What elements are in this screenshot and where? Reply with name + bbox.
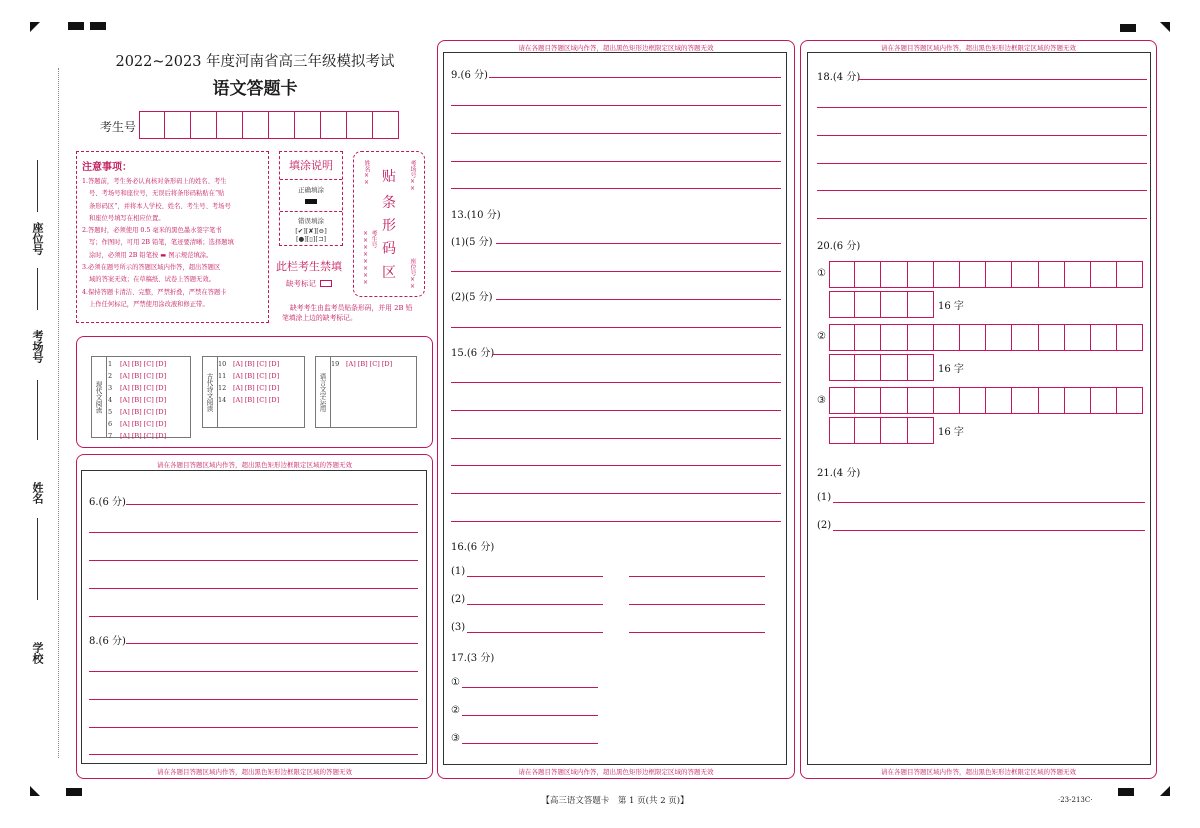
answer-line[interactable]: [89, 588, 418, 589]
answer-line[interactable]: [817, 135, 1147, 136]
question-16: 16.(6 分): [451, 542, 495, 553]
barcode-seat-label: 座位号××: [409, 258, 416, 290]
answer-line[interactable]: [451, 133, 781, 134]
wrong-fill-row: [●][▯][⊐]: [296, 235, 326, 243]
barcode-char: 贴: [382, 169, 396, 185]
notice-line: 和座位号填写在相应位置。: [89, 214, 165, 222]
answer-line[interactable]: [629, 576, 765, 577]
barcode-student-label: 考生号××××××××: [362, 230, 377, 286]
mc-question[interactable]: [218, 394, 279, 406]
absent-mark[interactable]: [286, 278, 332, 289]
answer-line[interactable]: [833, 530, 1145, 531]
wrong-fill-label: 错误填涂: [298, 217, 324, 225]
mc-options[interactable]: [A] [B] [C] [D]: [120, 420, 167, 428]
notice-line: 号、考场号和座位号，无误后将条形码粘贴在“贴: [89, 190, 225, 198]
question-17-1: ①: [451, 677, 460, 688]
answer-line[interactable]: [817, 218, 1147, 219]
notice-line: 4.保持答题卡清洁、完整，严禁折叠，严禁在答题卡: [82, 288, 227, 296]
question-17: 17.(3 分): [451, 653, 495, 664]
mc-number: 3: [108, 384, 113, 392]
mc-group-label: 语言文字运用: [316, 357, 331, 427]
registration-mark: [1118, 788, 1134, 796]
mc-group-modern-reading: [91, 356, 191, 438]
answer-line[interactable]: [89, 727, 418, 728]
notice-line: 2.答题时，必须使用 0.5 毫米的黑色墨水签字笔书: [82, 227, 222, 235]
mc-question[interactable]: [108, 382, 166, 394]
notice-line: 上作任何标记，严禁使用涂改液和修正带。: [89, 300, 209, 308]
question-16-3: (3): [451, 622, 466, 633]
notice-line: 涂时，必须用 2B 铅笔按 ▬ 图示规范填涂。: [89, 251, 213, 259]
question-21: 21.(4 分): [817, 468, 861, 479]
notice-box: [76, 151, 269, 323]
area-notice: 请在各题目答题区域内作答，超出黑色矩形边框限定区域的答题无效: [157, 461, 352, 469]
student-no-label: 考生号: [100, 120, 137, 134]
student-no-boxes[interactable]: [139, 111, 399, 139]
answer-area-frame: [81, 470, 427, 764]
answer-line[interactable]: [126, 504, 418, 505]
question-16-1: (1): [451, 566, 466, 577]
question-15: 15.(6 分): [451, 348, 495, 359]
mc-question[interactable]: [218, 382, 279, 394]
card-code: ·23-213C·: [1058, 796, 1093, 804]
school-field[interactable]: [28, 620, 48, 760]
corner-mark-bottom-right: [1160, 786, 1170, 796]
mc-number: 1: [108, 360, 113, 368]
question-18: 18.(4 分): [817, 72, 861, 83]
wrong-fill-row: [✔][✘][⊖]: [295, 227, 327, 235]
question-17-2: ②: [451, 705, 460, 716]
mc-question[interactable]: [218, 370, 279, 382]
question-20-3: ③: [817, 395, 826, 406]
mc-group-classical-reading: [202, 356, 305, 428]
question-9: 9.(6 分): [451, 70, 488, 81]
registration-mark: [68, 22, 84, 30]
question-17-3: ③: [451, 733, 460, 744]
mc-group-label: 古代诗文阅读: [203, 357, 218, 427]
mc-question[interactable]: [331, 358, 392, 370]
absent-mark-label: 缺考标记: [286, 279, 316, 288]
area-notice: 请在各题目答题区域内作答，超出黑色矩形边框限定区域的答题无效: [157, 768, 352, 776]
char-grid[interactable]: [829, 324, 1143, 351]
answer-line[interactable]: [496, 299, 781, 300]
name-label: 姓名: [31, 482, 44, 504]
corner-mark-bottom-left: [30, 786, 40, 796]
card-title: 语文答题卡: [212, 79, 298, 99]
registration-mark: [1120, 24, 1136, 32]
absent-note-line: 笔填涂上边的缺考标记。: [282, 314, 357, 322]
char-count-label: 16 字: [938, 301, 964, 312]
answer-line[interactable]: [492, 354, 781, 355]
mc-options[interactable]: [A] [B] [C] [D]: [233, 384, 280, 392]
mc-number: 7: [108, 432, 113, 440]
room-no-field[interactable]: [28, 320, 48, 440]
forbid-fill-text: 此栏考生禁填: [276, 260, 342, 273]
notice-line: 3.必须在题号所示的答题区域内作答，超出答题区: [82, 264, 221, 272]
answer-line[interactable]: [467, 632, 603, 633]
correct-fill-label: 正确填涂: [298, 186, 324, 194]
answer-line[interactable]: [451, 521, 781, 522]
barcode-char: 码: [382, 241, 396, 257]
mc-question[interactable]: [218, 358, 279, 370]
notice-line: 写；作图时，可用 2B 铅笔，笔迹要清晰；选择题填: [89, 239, 234, 247]
answer-line[interactable]: [462, 687, 598, 688]
answer-line[interactable]: [451, 493, 781, 494]
answer-line[interactable]: [858, 79, 1147, 80]
notice-line: 条形码区”，并将本人学校、姓名、考生号、考场号: [89, 202, 231, 210]
char-count-label: 16 字: [938, 427, 964, 438]
question-21-1: (1): [817, 492, 832, 503]
notice-line: 域的答案无效；在草稿纸、试卷上答题无效。: [89, 276, 215, 284]
mc-options[interactable]: [A] [B] [C] [D]: [233, 360, 280, 368]
mc-number: 5: [108, 408, 113, 416]
area-notice: 请在各题目答题区域内作答，超出黑色矩形边框限定区域的答题无效: [518, 44, 714, 52]
question-13: 13.(10 分): [451, 210, 501, 221]
answer-line[interactable]: [451, 161, 781, 162]
answer-line[interactable]: [451, 188, 781, 189]
question-8: 8.(6 分): [89, 636, 126, 647]
answer-line[interactable]: [629, 632, 765, 633]
mc-options[interactable]: [A] [B] [C] [D]: [120, 408, 167, 416]
mc-options[interactable]: [A] [B] [C] [D]: [120, 360, 167, 368]
mc-group-language-use: [315, 356, 417, 428]
answer-line[interactable]: [817, 163, 1147, 164]
answer-line[interactable]: [126, 643, 418, 644]
answer-line[interactable]: [451, 410, 781, 411]
question-20-1: ①: [817, 268, 826, 279]
notice-line: 1.答题前，考生务必认真核对条形码上的姓名、考生: [82, 178, 227, 185]
question-20-2: ②: [817, 331, 826, 342]
mc-number: 4: [108, 396, 113, 404]
mc-question[interactable]: [108, 358, 166, 370]
name-field[interactable]: [28, 470, 48, 600]
question-21-2: (2): [817, 520, 832, 531]
answer-line[interactable]: [451, 105, 781, 106]
barcode-room-label: 考场号××: [409, 160, 416, 192]
area-notice: 请在各题目答题区域内作答，超出黑色矩形边框限定区域的答题无效: [881, 44, 1076, 52]
char-grid[interactable]: [829, 291, 934, 318]
barcode-area: [353, 151, 425, 297]
mc-question[interactable]: [108, 370, 166, 382]
answer-line[interactable]: [817, 107, 1147, 108]
mc-options[interactable]: [A] [B] [C] [D]: [346, 360, 393, 368]
answer-line[interactable]: [629, 604, 765, 605]
registration-mark: [66, 788, 82, 796]
room-no-label: 考场号: [31, 330, 44, 363]
answer-line[interactable]: [496, 243, 781, 244]
answer-line[interactable]: [489, 77, 781, 78]
answer-area-frame: [443, 52, 787, 765]
barcode-char: 区: [382, 265, 396, 281]
answer-line[interactable]: [89, 699, 418, 700]
corner-mark-top-right: [1160, 22, 1170, 32]
answer-line[interactable]: [89, 671, 418, 672]
question-20: 20.(6 分): [817, 241, 861, 252]
char-count-label: 16 字: [938, 364, 964, 375]
binding-line: [58, 68, 59, 758]
mc-number: 6: [108, 420, 113, 428]
mc-question[interactable]: [108, 418, 166, 430]
char-grid[interactable]: [829, 354, 934, 381]
mc-number: 10: [218, 360, 227, 368]
char-grid[interactable]: [829, 417, 934, 444]
mc-question[interactable]: [108, 430, 166, 442]
question-16-2: (2): [451, 594, 466, 605]
seat-no-label: 座位号: [31, 222, 44, 255]
correct-fill-example: [305, 199, 317, 204]
char-grid[interactable]: [829, 261, 1143, 288]
mc-options[interactable]: [A] [B] [C] [D]: [120, 396, 167, 404]
answer-line[interactable]: [462, 715, 598, 716]
answer-line[interactable]: [833, 502, 1145, 503]
answer-line[interactable]: [89, 616, 418, 617]
absent-note: [282, 303, 413, 323]
registration-mark: [90, 22, 106, 30]
answer-line[interactable]: [451, 327, 781, 328]
area-notice: 请在各题目答题区域内作答，超出黑色矩形边框限定区域的答题无效: [881, 768, 1076, 776]
mc-options[interactable]: [A] [B] [C] [D]: [120, 384, 167, 392]
answer-line[interactable]: [467, 576, 603, 577]
exam-title: 2022~2023 年度河南省高三年级模拟考试: [115, 54, 395, 70]
barcode-char: 条: [382, 195, 396, 211]
answer-line[interactable]: [817, 190, 1147, 191]
answer-line[interactable]: [462, 743, 598, 744]
answer-line[interactable]: [451, 438, 781, 439]
barcode-name-label: 姓名××: [363, 160, 370, 186]
notice-title: 注意事项：: [82, 162, 132, 173]
answer-line[interactable]: [467, 604, 603, 605]
absent-note-line: 缺考考生由监考员贴条形码，并用 2B 铅: [290, 304, 413, 312]
mc-number: 14: [218, 396, 227, 404]
answer-line[interactable]: [451, 382, 781, 383]
answer-line[interactable]: [451, 271, 781, 272]
fill-guide-box: [279, 151, 343, 246]
mc-question[interactable]: [108, 406, 166, 418]
school-label: 学校: [31, 642, 44, 664]
mc-number: 12: [218, 384, 227, 392]
area-notice: 请在各题目答题区域内作答，超出黑色矩形边框限定区域的答题无效: [518, 768, 714, 776]
mc-number: 2: [108, 372, 113, 380]
seat-no-field[interactable]: [28, 160, 48, 310]
mc-number: 19: [331, 360, 340, 368]
absent-mark-box[interactable]: [320, 280, 332, 287]
question-13-1: (1)(5 分): [451, 237, 493, 248]
mc-options[interactable]: [A] [B] [C] [D]: [120, 432, 167, 440]
mc-group-label: 现代文阅读: [92, 357, 107, 437]
fill-guide-title: 填涂说明: [289, 159, 333, 172]
answer-line[interactable]: [89, 532, 418, 533]
barcode-char: 形: [382, 218, 396, 234]
mc-options[interactable]: [A] [B] [C] [D]: [233, 396, 280, 404]
question-6: 6.(6 分): [89, 497, 126, 508]
mc-options[interactable]: [A] [B] [C] [D]: [233, 372, 280, 380]
question-13-2: (2)(5 分): [451, 292, 493, 303]
char-grid[interactable]: [829, 387, 1143, 414]
mc-number: 11: [218, 372, 227, 380]
answer-line[interactable]: [451, 465, 781, 466]
corner-mark-top-left: [30, 22, 40, 32]
mc-options[interactable]: [A] [B] [C] [D]: [120, 372, 167, 380]
page-info: 【高三语文答题卡 第 1 页(共 2 页)】: [541, 796, 689, 806]
answer-line[interactable]: [89, 754, 418, 755]
mc-question[interactable]: [108, 394, 166, 406]
answer-line[interactable]: [89, 560, 418, 561]
